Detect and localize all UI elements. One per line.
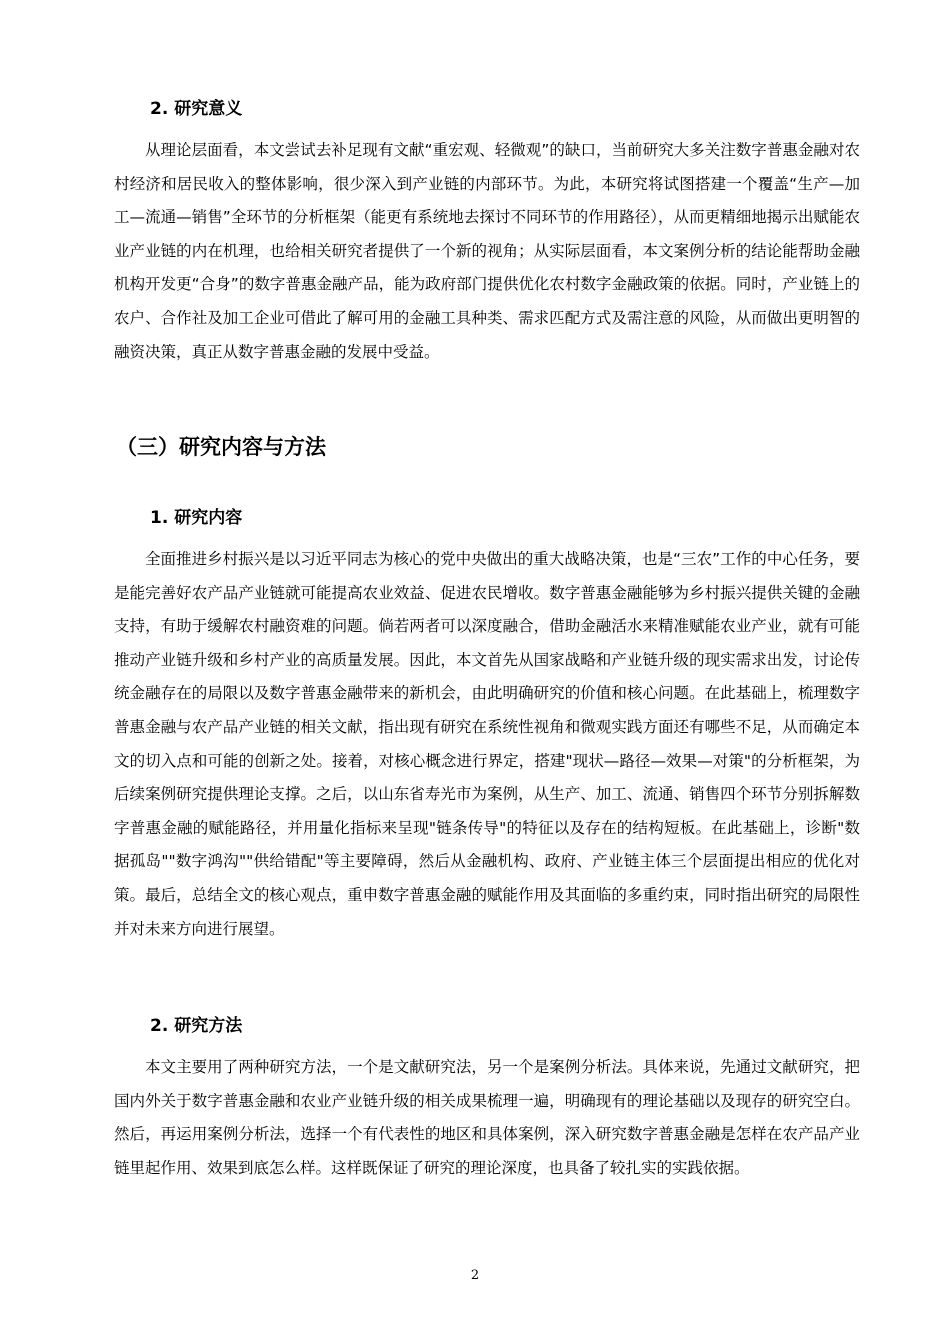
paragraph-research-content: 全面推进乡村振兴是以习近平同志为核心的党中央做出的重大战略决策，也是“三农”工作的中心任务，要是能完善好农产品产业链就可能提高农业效益、促进农民增收。数字普惠金融能够为乡村振兴提供关键的金融支持，有助于缓解农村融资难的问题。倘若两者可以深度融合，借助金融活水来精准赋能农业产业，就有可能推动产业链升级和乡村产业的高质量发展。因此，本文首先从国家战略和产业链升级的现实需求出发，讨论传统金融存在的局限以及数字普惠金融带来的新机会，由此明确研究的价值和核心问题。在此基础上，梳理数字普惠金融与农产品产业链的相关文献，指出现有研究在系统性视角和微观实践方面还有哪些不足，从而确定本文的切入点和可能的创新之处。接着，对核心概念进行界定，搭建"现状—路径—效果—对策"的分析框架，为后续案例研究提供理论支撑。之后，以山东省寿光市为案例，从生产、加工、流通、销售四个环节分别拆解数字普惠金融的赋能路径，并用量化指标来呈现"链条传导"的特征以及存在的结构短板。在此基础上，诊断"数据孤岛""数字鸿沟""供给错配"等主要障碍，然后从金融机构、政府、产业链主体三个层面提出相应的优化对策。最后，总结全文的核心观点，重申数字普惠金融的赋能作用及其面临的多重约束，同时指出研究的局限性并对未来方向进行展望。 <box>114 550 860 938</box>
paragraph-research-methods: 本文主要用了两种研究方法，一个是文献研究法，另一个是案例分析法。具体来说，先通过文献研究，把国内外关于数字普惠金融和农业产业链升级的相关成果梳理一遍，明确现有的理论基础以及现存的研究空白。然后，再运用案例分析法，选择一个有代表性的地区和具体案例，深入研究数字普惠金融是怎样在农产品产业链里起作用、效果到底怎么样。这样既保证了研究的理论深度，也具备了较扎实的实践依据。 <box>114 1058 860 1177</box>
paragraph-research-significance: 从理论层面看，本文尝试去补足现有文献“重宏观、轻微观”的缺口，当前研究大多关注数字普惠金融对农村经济和居民收入的整体影响，很少深入到产业链的内部环节。为此，本研究将试图搭建一个覆盖“生产—加工—流通—销售”全环节的分析框架（能更有系统地去探讨不同环节的作用路径），从而更精细地揭示出赋能农业产业链的内在机理，也给相关研究者提供了一个新的视角；从实际层面看，本文案例分析的结论能帮助金融机构开发更“合身”的数字普惠金融产品，能为政府部门提供优化农村数字金融政策的依据。同时，产业链上的农户、合作社及加工企业可借此了解可用的金融工具种类、需求匹配方式及需注意的风险，从而做出更明智的融资决策，真正从数字普惠金融的发展中受益。 <box>114 141 860 361</box>
section-heading-research-methods: 2. 研究方法 <box>150 1016 243 1036</box>
section-heading-research-content: 1. 研究内容 <box>150 508 243 528</box>
section-heading-content-and-methods: （三）研究内容与方法 <box>116 435 326 459</box>
page-number: 2 <box>470 1268 480 1283</box>
section-heading-research-significance: 2. 研究意义 <box>150 99 243 119</box>
